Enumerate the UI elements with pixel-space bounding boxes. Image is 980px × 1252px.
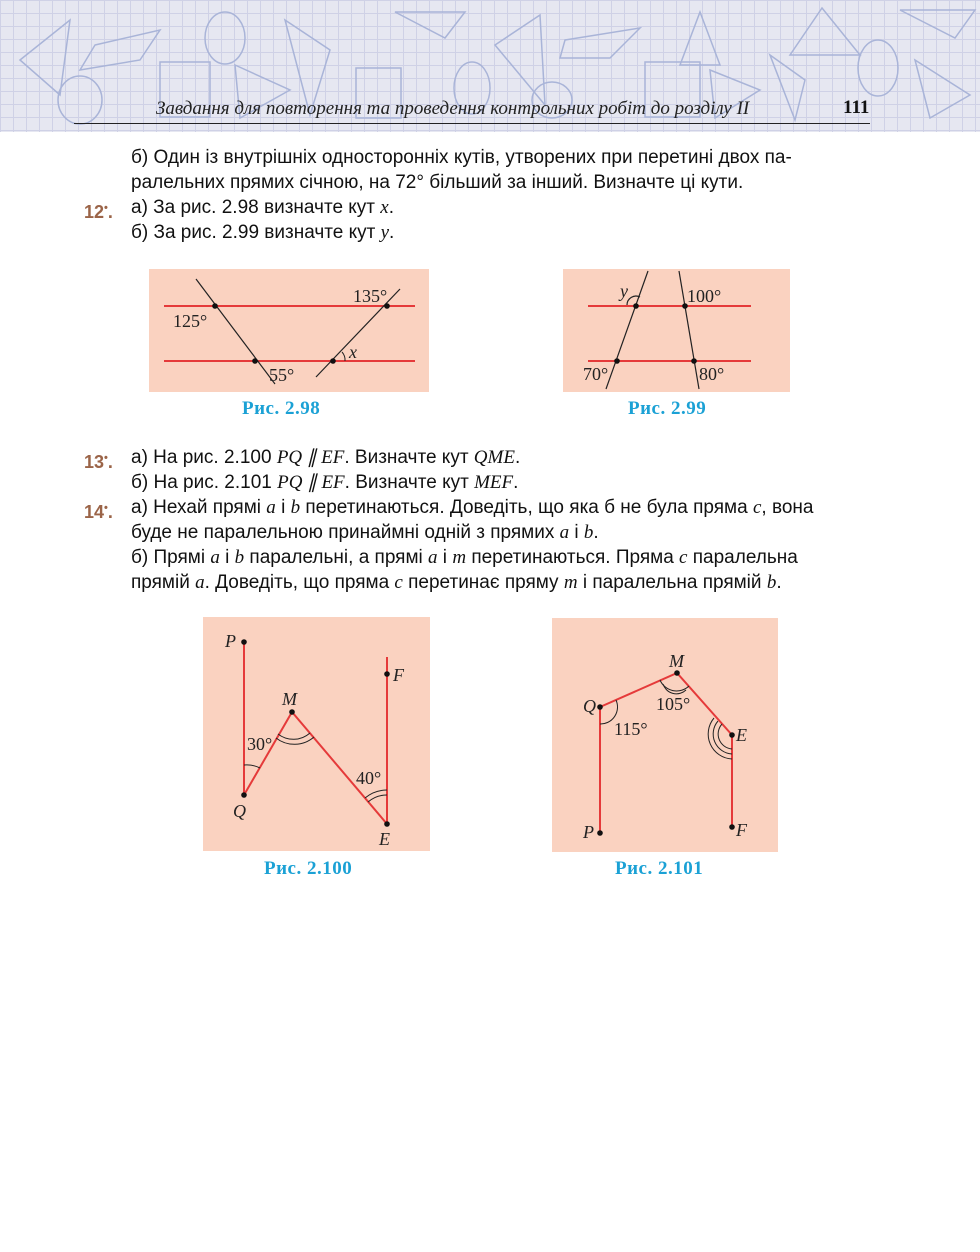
transversal-left: [196, 279, 275, 384]
caption-2-99: Рис. 2.99: [628, 398, 707, 419]
figure-2-98: [149, 269, 429, 392]
angle-x-label: x: [349, 342, 357, 362]
angle-105: 105°: [656, 694, 691, 714]
task12b-text: б) За рис. 2.99 визначте кут y.: [131, 222, 395, 243]
task-number-13: 13•.: [84, 452, 113, 472]
figure-2-100: [203, 617, 430, 851]
point-F: F: [736, 820, 747, 840]
task11b-line1: б) Один із внутрішніх односторонніх кутів, утворених при перетині двох па-: [131, 147, 792, 168]
task-number-14: 14•.: [84, 502, 113, 522]
point-E: E: [379, 829, 390, 849]
task-number-12: 12•.: [84, 202, 113, 222]
angle-70: 70°: [583, 364, 609, 384]
angle-135: 135°: [353, 286, 388, 306]
point-Q: Q: [233, 801, 246, 821]
caption-2-100: Рис. 2.100: [264, 858, 353, 879]
angle-100: 100°: [687, 286, 722, 306]
task11b-line2: ралельних прямих січною, на 72° більший за інший. Визначте ці кути.: [131, 172, 744, 193]
point-P: P: [583, 822, 594, 842]
angle-55: 55°: [269, 365, 295, 385]
header-title: Завдання для повторення та проведення контрольних робіт до розділу II: [156, 98, 750, 119]
task13b-text: б) На рис. 2.101 PQ ∥ EF. Визначте кут MEF.: [131, 472, 519, 493]
angle-80: 80°: [699, 364, 725, 384]
task13a-text: а) На рис. 2.100 PQ ∥ EF. Визначте кут QME.: [131, 447, 521, 468]
point-F: F: [393, 665, 404, 685]
page-number: 111: [843, 97, 870, 118]
header-rule: [74, 123, 870, 124]
task14a-line2: буде не паралельною принаймні одній з прямих a і b.: [131, 522, 599, 543]
figure-2-99: [563, 269, 790, 392]
point-Q: Q: [583, 696, 596, 716]
angle-115: 115°: [614, 719, 648, 739]
figure-2-101: [552, 618, 778, 852]
task14a-line1: а) Нехай прямі a і b перетинаються. Доведіть, що яка б не була пряма c, вона: [131, 497, 814, 518]
angle-40: 40°: [356, 768, 382, 788]
point-M: M: [282, 689, 297, 709]
point-P: P: [225, 631, 236, 651]
caption-2-98: Рис. 2.98: [242, 398, 321, 419]
caption-2-101: Рис. 2.101: [615, 858, 704, 879]
point-E: E: [736, 725, 747, 745]
angle-30: 30°: [247, 734, 273, 754]
task14b-line1: б) Прямі a і b паралельні, а прямі a і m перетинаються. Пряма c паралельна: [131, 547, 798, 568]
angle-125: 125°: [173, 311, 208, 331]
angle-y-label: y: [620, 281, 628, 301]
task12a-text: а) За рис. 2.98 визначте кут x.: [131, 197, 395, 218]
task14b-line2: прямій a. Доведіть, що пряма c перетинає пряму m і паралельна прямій b.: [131, 572, 782, 593]
point-M: M: [669, 651, 684, 671]
